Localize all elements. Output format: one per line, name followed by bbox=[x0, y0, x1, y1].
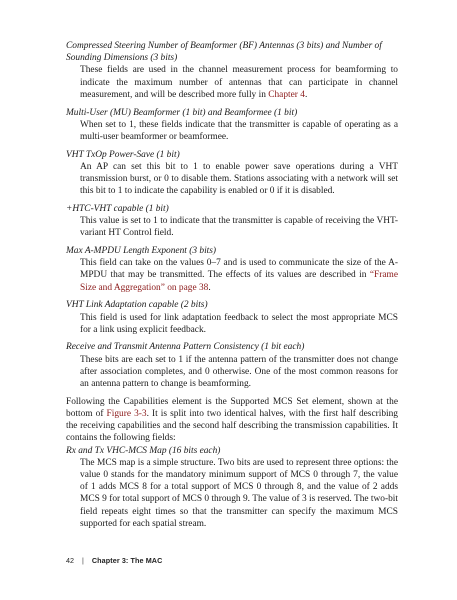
entry-desc-ampdu: This field can take on the values 0–7 and is used to communicate the size of the A-MPDU that may be transmitted. The effects of its values are described in “Frame Size and Aggregation” on page 38. bbox=[80, 258, 398, 293]
figure-3-3-link[interactable]: Figure 3-3 bbox=[106, 408, 147, 419]
entry-term-htc-vht: +HTC-VHT capable (1 bit) bbox=[66, 203, 169, 214]
entry-desc-steering: These fields are used in the channel measurement process for beamforming to indicate the maximum number of antennas that can participate in channel measurement, and will be described more fully in Chapter 4. bbox=[80, 65, 398, 100]
chapter-title: Chapter 3: The MAC bbox=[91, 556, 163, 565]
footer-separator: | bbox=[82, 556, 84, 565]
page-footer bbox=[66, 556, 162, 565]
entry-desc-mu-beamformer: When set to 1, these fields indicate that the transmitter is capable of operating as a multi-user beamformer or beamformee. bbox=[80, 119, 398, 142]
entry-term-link-adaptation: VHT Link Adaptation capable (2 bits) bbox=[66, 300, 208, 311]
chapter-4-link[interactable]: Chapter 4 bbox=[268, 89, 305, 100]
frame-size-link[interactable]: “Frame Size and Aggregation” on page 38 bbox=[80, 270, 398, 293]
entry-desc-link-adaptation: This field is used for link adaptation feedback to select the most appropriate MCS for a link using explicit feedback. bbox=[80, 312, 398, 335]
entry-desc-txop: An AP can set this bit to 1 to enable power save operations during a VHT transmission burst, or 0 to disable them. Stations associating with a network will set this bit to 1 to indicate the capability is enabled or 0 if it is disabled. bbox=[80, 161, 398, 197]
body-paragraph: Following the Capabilities element is the Supported MCS Set element, shown at the bottom of Figure 3-3. It is split into two identical halves, with the first half describing the receiving capabilities and the second half describing the transmission capabilities. It contains the following fields: bbox=[66, 396, 398, 444]
entry-term-antenna-pattern: Receive and Transmit Antenna Pattern Consistency (1 bit each) bbox=[66, 342, 305, 353]
entry-term-steering: Compressed Steering Number of Beamformer (BF) Antennas (3 bits) and Number of Sounding Dimensions (3 bits) bbox=[66, 41, 382, 64]
entry-desc-antenna-pattern: These bits are each set to 1 if the antenna pattern of the transmitter does not change after association completes, and 0 otherwise. One of the most common reasons for an antenna pattern to change is beamforming. bbox=[80, 354, 398, 390]
page-body bbox=[66, 40, 398, 536]
page-number: 42 bbox=[66, 556, 74, 565]
entry-term-ampdu: Max A-MPDU Length Exponent (3 bits) bbox=[66, 246, 217, 257]
entry-desc-htc-vht: This value is set to 1 to indicate that the transmitter is capable of receiving the VHT-variant HT Control field. bbox=[80, 216, 398, 239]
entry-term-mu-beamformer: Multi-User (MU) Beamformer (1 bit) and Beamformee (1 bit) bbox=[66, 107, 298, 118]
entry-term-txop: VHT TxOp Power-Save (1 bit) bbox=[66, 149, 180, 160]
entry-desc-mcs-map: The MCS map is a simple structure. Two bits are used to represent three options: the value 0 stands for the mandatory minimum support of MCS 0 through 7, the value of 1 adds MCS 8 for a total support of MCS 0 through 8, and the value of 2 adds MCS 9 for total support of MCS 0 through 9. The value of 3 is reserved. The two-bit field repeats eight times so that the transmitter can specify the maximum MCS supported for each spatial stream. bbox=[80, 457, 398, 529]
entry-term-mcs-map: Rx and Tx VHC-MCS Map (16 bits each) bbox=[66, 445, 221, 456]
